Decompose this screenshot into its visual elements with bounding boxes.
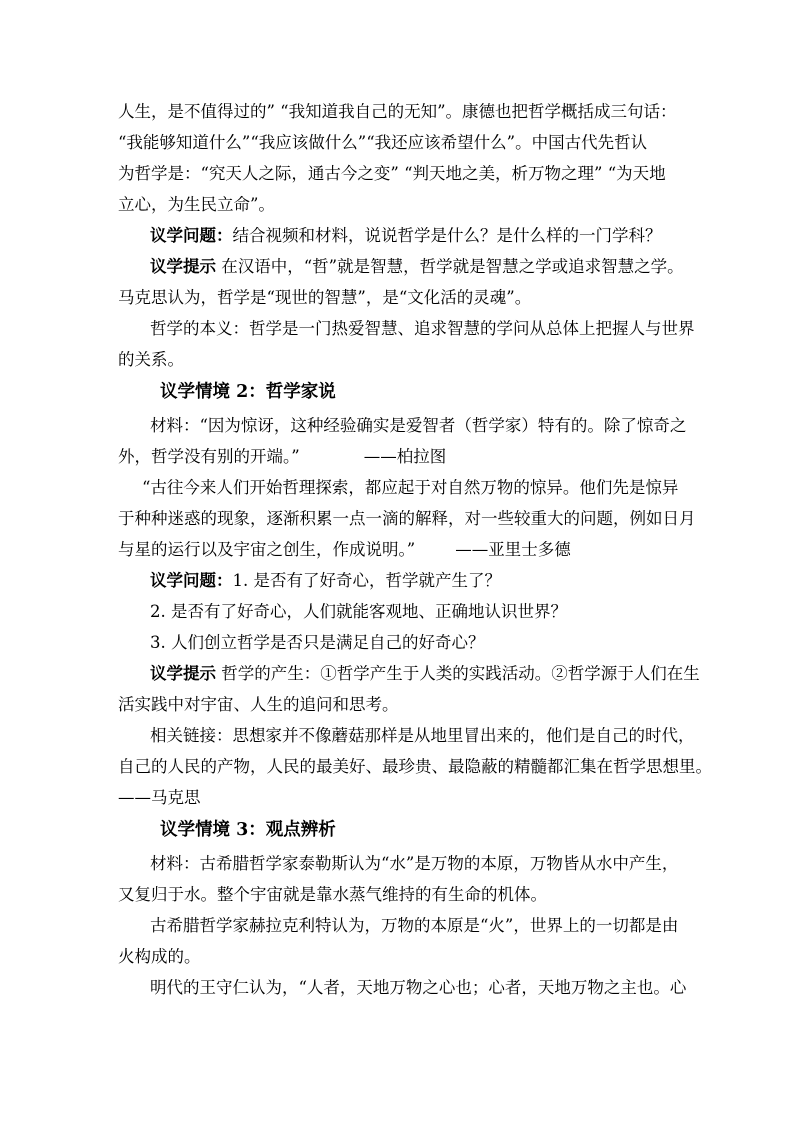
hint-text: 哲学的产生：①哲学产生于人类的实践活动。②哲学源于人们在生 [216, 664, 700, 683]
text-line: 与星的运行以及宇宙之创生，作成说明。” [118, 540, 416, 559]
quote-attribution: ——亚里士多德 [455, 540, 571, 559]
text-line: 于种种迷惑的现象，逐渐积累一点一滴的解释，对一些较重大的问题，例如日月 [118, 509, 696, 528]
text-line: 材料：“因为惊讶，这种经验确实是爱智者（哲学家）特有的。除了惊奇之 [150, 416, 687, 435]
discussion-question [118, 220, 684, 251]
text-line: “古往今来人们开始哲理探索，都应起于对自然万物的惊异。他们先是惊异 [142, 478, 679, 497]
material-quote-aristotle [118, 472, 696, 565]
text-line: 材料：古希腊哲学家泰勒斯认为“水”是万物的本原，万物皆从水中产生， [150, 854, 679, 873]
discussion-hint [118, 251, 684, 313]
question-label: 议学问题： [150, 571, 233, 590]
text-line: 立心，为生民立命”。 [118, 195, 275, 214]
hint-text: 马克思认为，哲学是“现世的智慧”，是“文化活的灵魂”。 [118, 288, 532, 307]
intro-paragraph [118, 96, 684, 220]
definition-paragraph [118, 313, 695, 375]
text-line: “我能够知道什么”“我应该做什么”“我还应该希望什么”。中国古代先哲认 [118, 133, 648, 152]
text-line: 自己的人民的产物，人民的最美好、最珍贵、最隐蔽的精髓都汇集在哲学思想里。 [118, 757, 712, 776]
text-line: 哲学的本义：哲学是一门热爱智慧、追求智慧的学问从总体上把握人与世界 [150, 319, 695, 338]
related-link [118, 720, 712, 813]
text-line: 相关链接：思想家并不像蘑菇那样是从地里冒出来的，他们是自己的时代， [150, 726, 695, 745]
question-text: 2. 是否有了好奇心，人们就能客观地、正确地认识世界？ [150, 602, 567, 621]
text-line: 外，哲学没有别的开端。” [118, 447, 300, 466]
material-viewpoints [118, 848, 687, 1003]
text-line: 人生，是不值得过的” “我知道我自己的无知”。康德也把哲学概括成三句话： [118, 102, 677, 121]
text-line: 又复归于水。整个宇宙就是靠水蒸气维持的有生命的机体。 [118, 885, 547, 904]
text-line: 的关系。 [118, 350, 184, 369]
discussion-questions [118, 565, 684, 658]
hint-text: 活实践中对宇宙、人生的追问和思考。 [118, 695, 399, 714]
text-line: 古希腊哲学家赫拉克利特认为，万物的本原是“火”，世界上的一切都是由 [150, 916, 679, 935]
question-text: 1. 是否有了好奇心，哲学就产生了？ [232, 571, 501, 590]
hint-label: 议学提示 [150, 664, 216, 683]
discussion-hint [118, 658, 700, 720]
question-label: 议学问题： [150, 226, 233, 245]
question-text: 结合视频和材料，说说哲学是什么？是什么样的一门学科？ [232, 226, 662, 245]
question-text: 3. 人们创立哲学是否只是满足自己的好奇心？ [150, 633, 485, 652]
section-heading: 议学情境 3：观点辨析 [160, 820, 336, 840]
text-line: 为哲学是：“究天人之际，通古今之变” “判天地之美，析万物之理” “为天地 [118, 164, 666, 183]
hint-text: 在汉语中，“哲”就是智慧，哲学就是智慧之学或追求智慧之学。 [216, 257, 684, 276]
quote-attribution: ——柏拉图 [363, 447, 447, 466]
document-page [118, 96, 712, 1003]
quote-attribution: ——马克思 [118, 788, 201, 807]
text-line: 火构成的。 [118, 947, 201, 966]
section-heading: 议学情境 2：哲学家说 [160, 382, 336, 402]
material-quote-plato [118, 410, 687, 472]
text-line: 明代的王守仁认为，“人者，天地万物之心也；心者，天地万物之主也。心 [150, 978, 687, 997]
hint-label: 议学提示 [150, 257, 216, 276]
